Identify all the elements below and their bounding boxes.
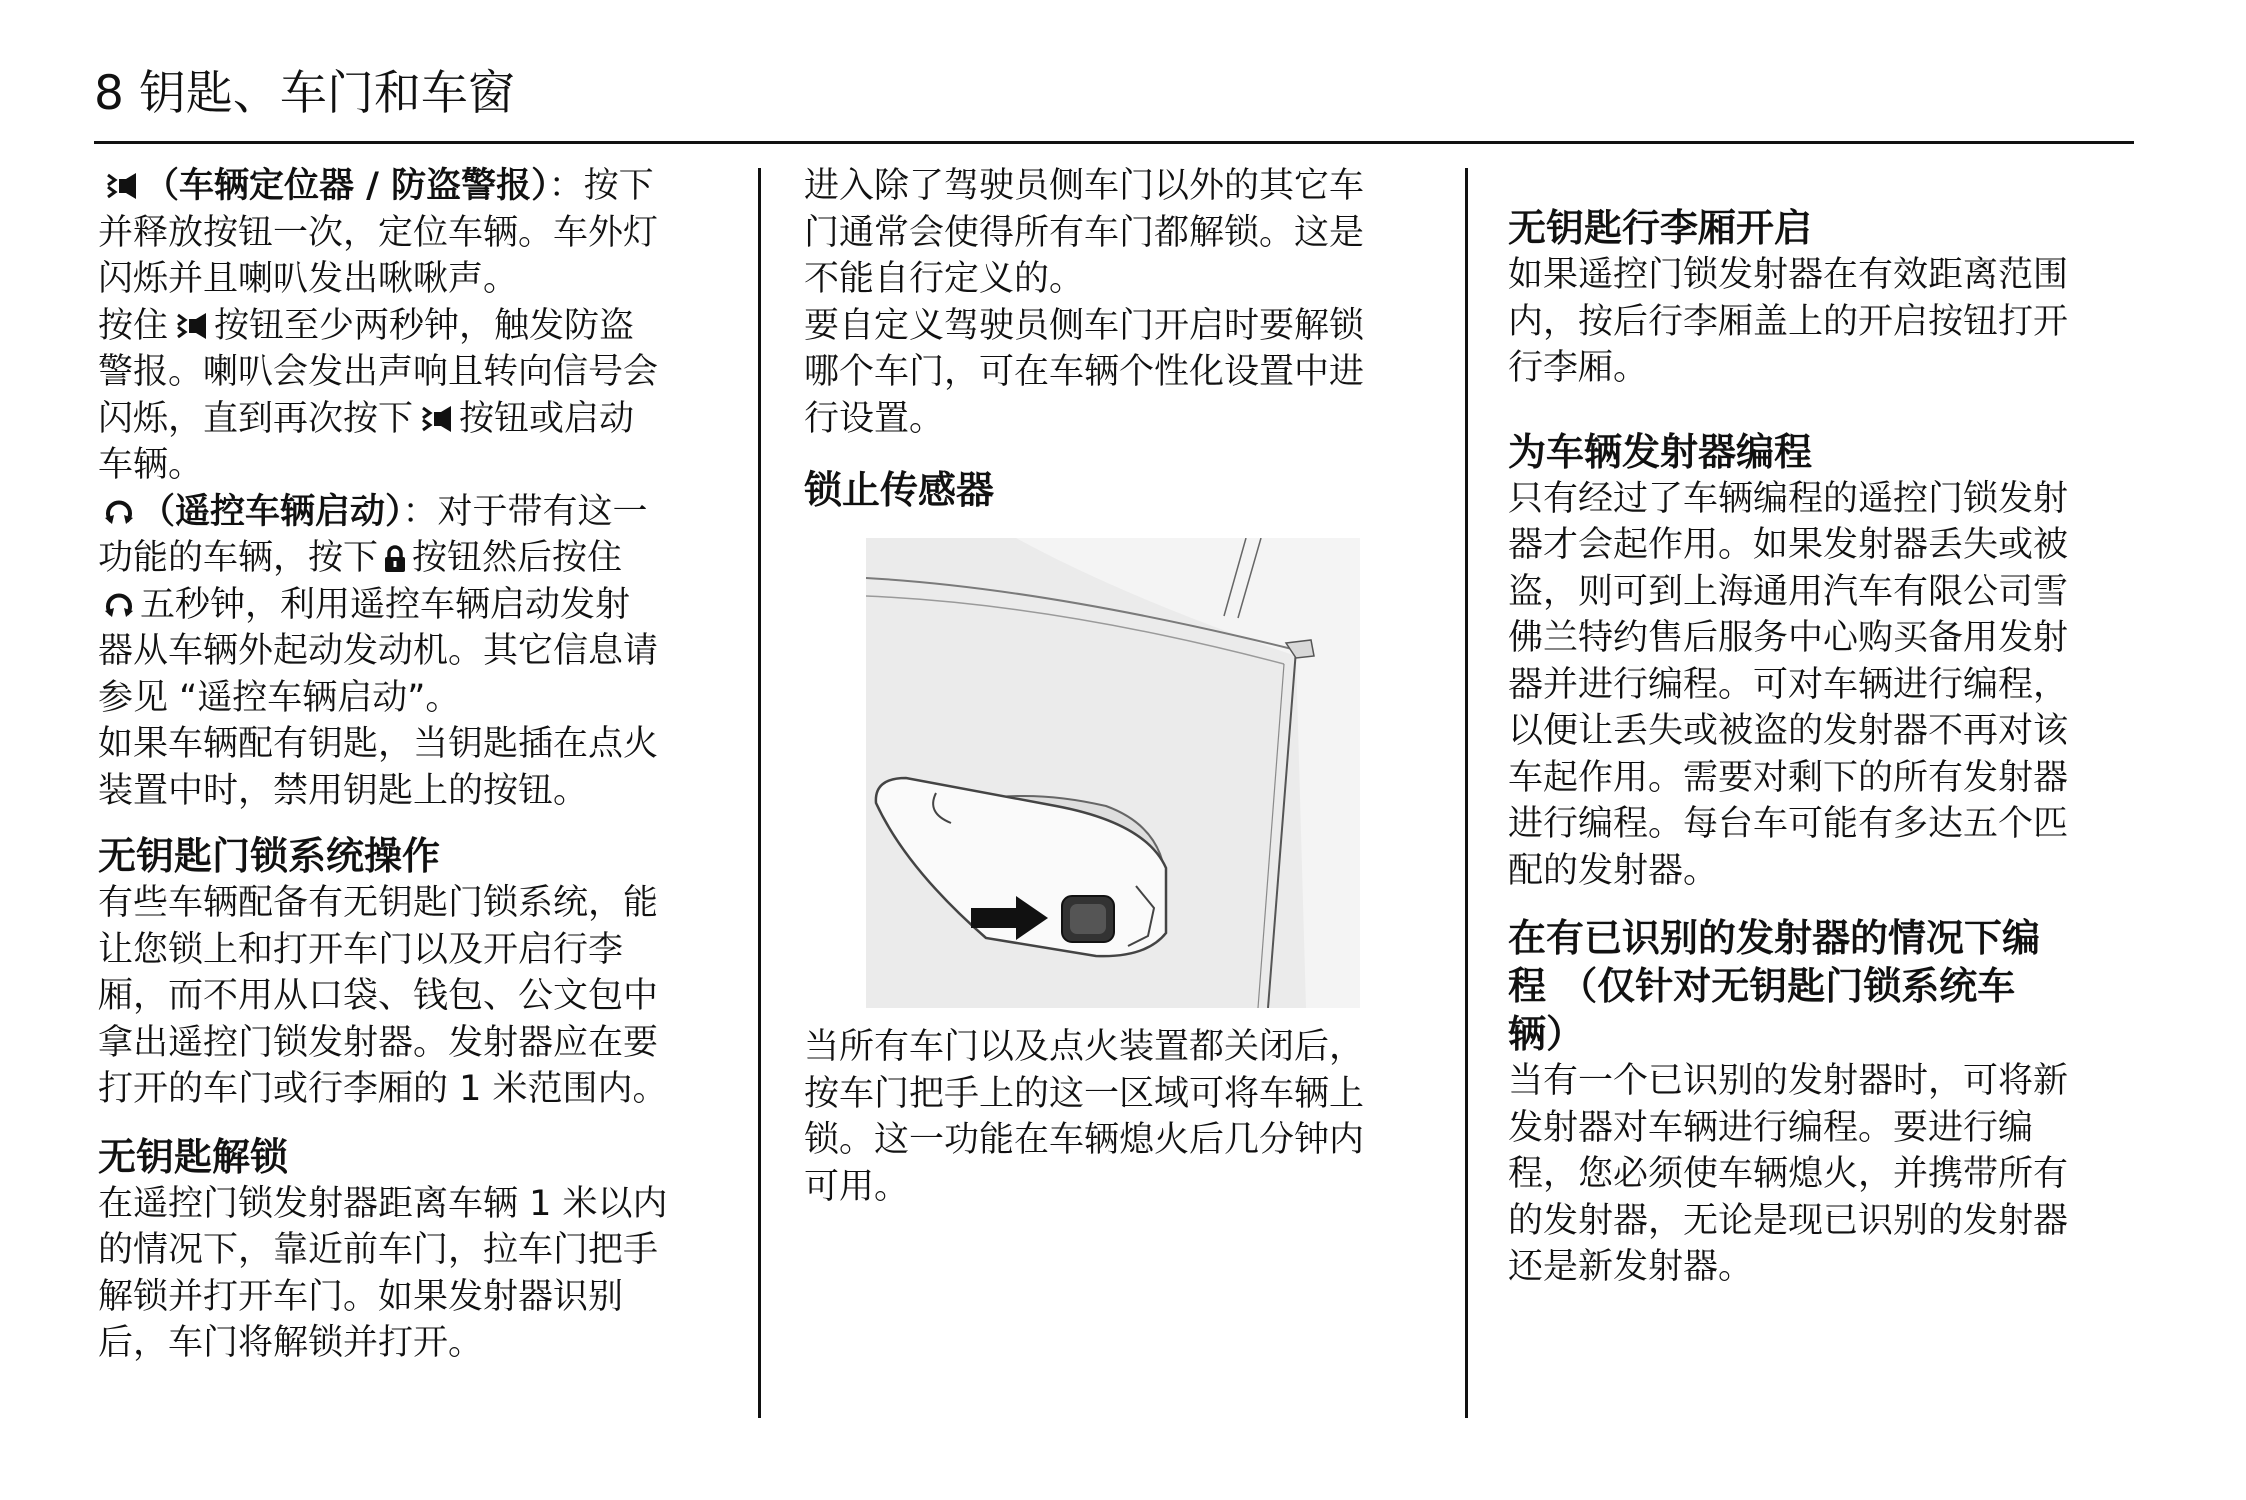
column-2 — [804, 163, 1424, 1210]
header-rule — [94, 141, 2134, 144]
page-number: 8 — [94, 66, 124, 121]
locator-lead: （车辆定位器 / 防盗警报） — [144, 166, 549, 206]
vehicle-locator-panic-icon — [172, 310, 210, 342]
unlock-continued-paragraph: 进入除了驾驶员侧车门以外的其它车 门通常会使得所有车门都解锁。这是 不能自行定义的。 — [804, 166, 1365, 299]
keyless-trunk-body: 如果遥控门锁发射器在有效距离范围 内，按后行李厢盖上的开启按钮打开 行李厢。 — [1508, 255, 2069, 388]
keyless-unlock-body: 在遥控门锁发射器距离车辆 1 米以内 的情况下，靠近前车门，拉车门把手 解锁并打开车门。如果发射器识别 后，车门将解锁并打开。 — [98, 1183, 668, 1363]
door-handle-illustration — [866, 538, 1360, 1008]
remote-start-paragraph: （遥控车辆启动）：对于带有这一 功能的车辆，按下 按钮然后按住 五秒钟，利用遥控车辆启动发射 器从车辆外起动发动机。其它信息请 参见 “遥控车辆启动”。 — [98, 491, 659, 718]
keyless-unlock-heading: 无钥匙解锁 — [98, 1134, 289, 1179]
lock-sensor-heading: 锁止传感器 — [804, 468, 995, 512]
recognized-transmitter-body: 当有一个已识别的发射器时，可将新 发射器对车辆进行编程。要进行编 程，您必须使车辆熄火，并携带所有 的发射器，无论是现已识别的发射器 还是新发射器。 — [1508, 1061, 2069, 1287]
customize-paragraph: 要自定义驾驶员侧车门开启时要解锁 哪个车门，可在车辆个性化设置中进 行设置。 — [804, 305, 1365, 439]
keyless-operation-body: 有些车辆配备有无钥匙门锁系统，能 让您锁上和打开车门以及开启行李 厢，而不用从口袋、钱包、公文包中 拿出遥控门锁发射器。发射器应在要 打开的车门或行李厢的 1 米范围内。 — [98, 883, 668, 1109]
locator-paragraph: （车辆定位器 / 防盗警报）：按下 并释放按钮一次，定位车辆。车外灯 闪烁并且喇叭发出啾啾声。 — [98, 166, 659, 299]
keyless-trunk-heading: 无钥匙行李厢开启 — [1508, 206, 1813, 250]
vehicle-locator-panic-icon — [417, 403, 455, 435]
remote-start-lead: （遥控车辆启动） — [140, 491, 403, 532]
panic-paragraph: 按住 按钮至少两秒钟，触发防盗 警报。喇叭会发出声响且转向信号会 闪烁，直到再次按下 按钮或启动 车辆。 — [98, 305, 659, 485]
remote-start-icon — [102, 496, 136, 528]
recognized-transmitter-heading: 在有已识别的发射器的情况下编 程 （仅针对无钥匙门锁系统车 辆） — [1508, 916, 2041, 1056]
programming-body: 只有经过了车辆编程的遥控门锁发射 器才会起作用。如果发射器丢失或被 盗，则可到上海通用汽车有限公司雪 佛兰特约售后服务中心购买备用发射 器并进行编程。可对车辆进行编程， 以便让丢失或被盗的发射器不再对该 车起作用。需要对剩下的所有发射器 进行编程。每台车可能有多达五个匹 配的发射器。 — [1508, 478, 2069, 891]
page-header — [94, 64, 515, 124]
lock-icon — [382, 544, 408, 574]
keyless-operation-heading: 无钥匙门锁系统操作 — [98, 834, 441, 878]
column-divider — [758, 168, 761, 1418]
column-divider — [1465, 168, 1468, 1418]
programming-heading: 为车辆发射器编程 — [1508, 429, 1813, 474]
vehicle-locator-panic-icon — [102, 170, 140, 202]
column-3 — [1508, 204, 2138, 1291]
remote-start-icon — [102, 589, 136, 621]
lock-sensor-body: 当所有车门以及点火装置都关闭后， 按车门把手上的这一区域可将车辆上 锁。这一功能在车辆熄火后几分钟内 可用。 — [804, 1027, 1365, 1207]
column-1 — [98, 163, 708, 1367]
key-note-paragraph: 如果车辆配有钥匙，当钥匙插在点火 装置中时，禁用钥匙上的按钮。 — [98, 724, 659, 811]
section-title: 钥匙、车门和车窗 — [138, 66, 515, 121]
